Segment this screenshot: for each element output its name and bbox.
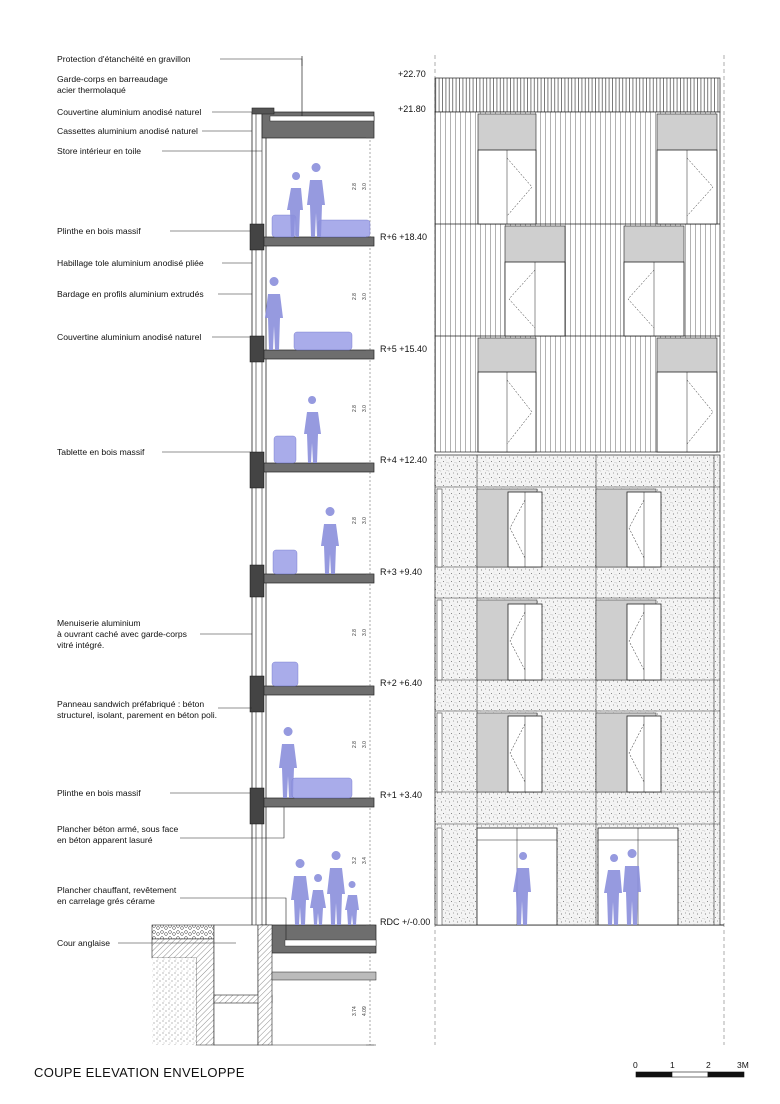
dim-label: 2.8	[352, 293, 358, 300]
annotation-label: Habillage tole aluminium anodisé pliée	[57, 258, 204, 268]
chair-silhouette	[274, 436, 296, 463]
dim-label: 3.0	[362, 741, 368, 748]
slab-edge-r1	[250, 788, 264, 824]
annotation-label: Couvertine aluminium anodisé naturel	[57, 332, 202, 342]
leader-line	[180, 807, 284, 838]
dimension-labels	[352, 183, 368, 1016]
scale-bar-segment	[672, 1072, 708, 1077]
annotation-label: Plancher chauffant, revêtement	[57, 885, 177, 895]
basement-floor	[272, 972, 376, 980]
dim-label: 2.8	[352, 405, 358, 412]
window-recess	[437, 713, 442, 792]
annotation-label: à ouvrant caché avec garde-corps	[57, 629, 187, 639]
slab-r3	[262, 574, 374, 583]
person-silhouette	[265, 277, 283, 350]
annotation-label: Plinthe en bois massif	[57, 788, 141, 798]
slab-r5	[262, 350, 374, 359]
people-group-silhouette	[291, 859, 309, 925]
people-group-silhouette	[310, 874, 326, 925]
slab-edge-r6	[250, 224, 264, 250]
level-label: R+5 +15.40	[380, 344, 428, 354]
slab-r1	[262, 798, 374, 807]
dim-label: 3.2	[352, 857, 358, 864]
annotation-label: vitré intégré.	[57, 640, 105, 650]
dim-label: 3.74	[352, 1006, 358, 1016]
level-label: RDC +/-0.00	[380, 917, 431, 927]
drawing-title: COUPE ELEVATION ENVELOPPE	[34, 1065, 245, 1080]
annotation-label: Protection d'étanchéité en gravillon	[57, 54, 191, 64]
dim-label: 3.0	[362, 405, 368, 412]
annotation-label: structurel, isolant, parement en béton poli.	[57, 710, 218, 720]
window-recess	[437, 828, 442, 925]
chair-silhouette	[272, 662, 298, 686]
dim-label: 2.8	[352, 629, 358, 636]
dim-label: 3.4	[362, 857, 368, 864]
level-label: +22.70	[398, 69, 426, 79]
scale-bar-segment	[636, 1072, 672, 1077]
facade-elevation	[435, 55, 724, 1045]
level-label: R+3 +9.40	[380, 567, 423, 577]
scale-label: 0	[633, 1060, 638, 1070]
annotation-label: Store intérieur en toile	[57, 146, 142, 156]
dim-label: 3.0	[362, 293, 368, 300]
basement-wall	[258, 925, 272, 1045]
roof-railing-elevation	[435, 78, 720, 112]
window-recess	[437, 489, 442, 567]
scale-label: 1	[670, 1060, 675, 1070]
leader-line	[220, 59, 302, 66]
annotation-label: Menuiserie aluminium	[57, 618, 141, 628]
scale-bar	[633, 1060, 749, 1077]
window-recess	[437, 600, 442, 680]
english-courtyard-gravel	[152, 925, 214, 939]
dim-label: 4.09	[362, 1006, 368, 1016]
dim-label: 3.0	[362, 517, 368, 524]
annotation-label: Garde-corps en barreaudage	[57, 74, 168, 84]
annotation-label: Plinthe en bois massif	[57, 226, 141, 236]
slab-edge-r3	[250, 565, 264, 597]
level-label: R+4 +12.40	[380, 455, 428, 465]
annotation-label: Cour anglaise	[57, 938, 111, 948]
annotation-label: Cassettes aluminium anodisé naturel	[57, 126, 198, 136]
dim-label: 2.8	[352, 517, 358, 524]
level-label: R+6 +18.40	[380, 232, 428, 242]
annotation-label: Plancher béton armé, sous face	[57, 824, 179, 834]
level-labels	[380, 69, 430, 927]
dim-label: 2.8	[352, 741, 358, 748]
level-label: R+1 +3.40	[380, 790, 423, 800]
slab-edge-r5	[250, 336, 264, 362]
person-silhouette	[321, 507, 339, 574]
people-silhouettes	[265, 163, 370, 925]
annotations	[57, 54, 302, 948]
earth-fill	[152, 958, 196, 1045]
slab-edge-r4	[250, 452, 264, 488]
sofa-silhouette	[292, 778, 352, 798]
annotation-label: en béton apparent lasuré	[57, 835, 153, 845]
annotation-label: Tablette en bois massif	[57, 447, 145, 457]
slab-edge-r2	[250, 676, 264, 712]
scale-bar-segment	[708, 1072, 744, 1077]
roof-gravel	[270, 116, 374, 121]
person-silhouette	[304, 396, 321, 463]
scale-label: 2	[706, 1060, 711, 1070]
scale-label: 3M	[737, 1060, 749, 1070]
heated-floor	[285, 940, 376, 946]
slab-r4	[262, 463, 374, 472]
people-group-silhouette	[345, 881, 359, 925]
roof-coping	[252, 108, 274, 114]
chair-silhouette	[273, 550, 297, 574]
dim-label: 3.0	[362, 183, 368, 190]
sofa-silhouette	[294, 332, 352, 350]
annotation-label: Panneau sandwich préfabriqué : béton	[57, 699, 205, 709]
level-label: +21.80	[398, 104, 426, 114]
ground-slab	[260, 925, 376, 953]
slab-r6	[262, 237, 374, 246]
annotation-label: Couvertine aluminium anodisé naturel	[57, 107, 202, 117]
annotation-label: en carrelage grés cérame	[57, 896, 155, 906]
dim-label: 3.0	[362, 629, 368, 636]
slab-r2	[262, 686, 374, 695]
annotation-label: Bardage en profils aluminium extrudés	[57, 289, 204, 299]
people-group-silhouette	[327, 851, 345, 925]
sofa-silhouette	[318, 220, 370, 237]
annotation-label: acier thermolaqué	[57, 85, 126, 95]
building-section	[152, 56, 376, 1045]
level-label: R+2 +6.40	[380, 678, 423, 688]
dim-label: 2.8	[352, 183, 358, 190]
